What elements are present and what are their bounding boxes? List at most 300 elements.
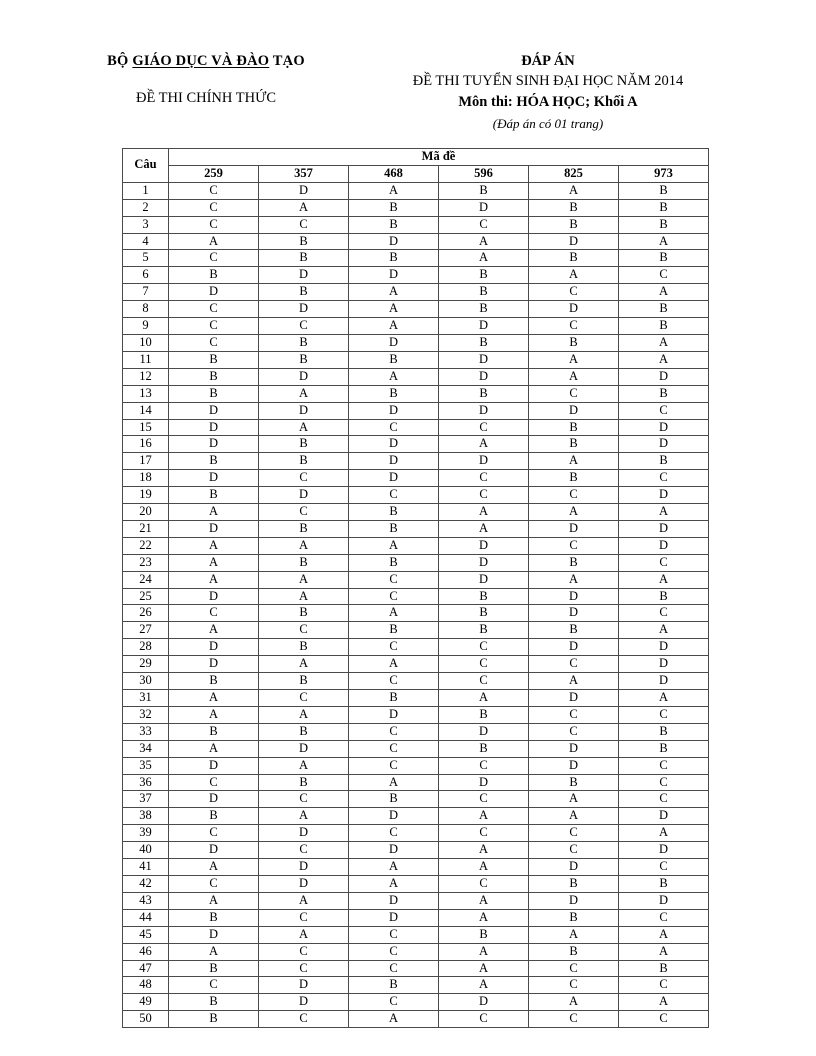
answer-cell: D: [259, 875, 349, 892]
answer-cell: D: [349, 808, 439, 825]
answer-cell: A: [439, 943, 529, 960]
answer-cell: D: [439, 368, 529, 385]
answer-cell: B: [349, 977, 439, 994]
table-row: [123, 825, 709, 842]
answer-cell: D: [169, 757, 259, 774]
answer-cell: D: [169, 791, 259, 808]
table-row: [123, 943, 709, 960]
answer-cell: C: [439, 875, 529, 892]
answer-cell: D: [349, 909, 439, 926]
answer-cell: A: [349, 774, 439, 791]
answer-cell: D: [439, 571, 529, 588]
answer-cell: A: [619, 690, 709, 707]
question-number-cell: 6: [123, 267, 169, 284]
answer-cell: D: [259, 301, 349, 318]
question-number-cell: 26: [123, 605, 169, 622]
answer-cell: D: [529, 301, 619, 318]
question-number-cell: 31: [123, 690, 169, 707]
answer-cell: B: [529, 419, 619, 436]
answer-cell: D: [349, 402, 439, 419]
answer-cell: C: [349, 960, 439, 977]
answer-cell: C: [529, 706, 619, 723]
answer-cell: C: [529, 723, 619, 740]
answer-cell: A: [349, 318, 439, 335]
answer-cell: C: [259, 1011, 349, 1028]
question-number-cell: 28: [123, 639, 169, 656]
table-row: [123, 960, 709, 977]
question-number-cell: 20: [123, 504, 169, 521]
table-row: [123, 994, 709, 1011]
answer-cell: C: [619, 605, 709, 622]
table-row: [123, 182, 709, 199]
answer-table-container: [122, 148, 708, 1028]
answer-cell: B: [619, 250, 709, 267]
answer-cell: D: [259, 267, 349, 284]
answer-cell: C: [439, 470, 529, 487]
answer-cell: B: [259, 673, 349, 690]
question-number-cell: 47: [123, 960, 169, 977]
code-header-3: 596: [439, 165, 529, 182]
answer-cell: D: [619, 639, 709, 656]
answer-cell: A: [169, 537, 259, 554]
answer-cell: D: [169, 639, 259, 656]
answer-cell: D: [619, 808, 709, 825]
answer-cell: C: [439, 673, 529, 690]
answer-cell: B: [619, 723, 709, 740]
question-number-cell: 39: [123, 825, 169, 842]
answer-cell: C: [529, 537, 619, 554]
answer-cell: B: [439, 267, 529, 284]
answer-cell: D: [169, 436, 259, 453]
answer-cell: B: [349, 690, 439, 707]
table-row: [123, 419, 709, 436]
answer-cell: D: [529, 757, 619, 774]
answer-cell: B: [619, 301, 709, 318]
answer-cell: C: [349, 740, 439, 757]
answer-cell: D: [349, 892, 439, 909]
answer-cell: D: [439, 774, 529, 791]
answer-cell: C: [619, 977, 709, 994]
table-row: [123, 318, 709, 335]
answer-cell: A: [619, 622, 709, 639]
answer-cell: B: [439, 385, 529, 402]
answer-cell: D: [529, 588, 619, 605]
answer-cell: C: [529, 960, 619, 977]
answer-cell: B: [169, 385, 259, 402]
answer-cell: C: [619, 859, 709, 876]
answer-cell: B: [259, 520, 349, 537]
answer-cell: B: [619, 588, 709, 605]
answer-cell: A: [259, 892, 349, 909]
answer-cell: A: [439, 233, 529, 250]
answer-cell: C: [349, 994, 439, 1011]
answer-cell: C: [349, 419, 439, 436]
answer-cell: C: [349, 588, 439, 605]
answer-cell: C: [259, 318, 349, 335]
answer-cell: B: [349, 554, 439, 571]
answer-cell: B: [619, 453, 709, 470]
answer-cell: A: [529, 182, 619, 199]
table-row: [123, 977, 709, 994]
table-row: [123, 774, 709, 791]
question-number-cell: 36: [123, 774, 169, 791]
answer-cell: A: [169, 554, 259, 571]
answer-cell: C: [349, 943, 439, 960]
question-number-cell: 7: [123, 284, 169, 301]
table-row: [123, 740, 709, 757]
answer-cell: A: [619, 233, 709, 250]
answer-cell: C: [439, 639, 529, 656]
table-row: [123, 639, 709, 656]
answer-cell: D: [169, 419, 259, 436]
answer-cell: D: [619, 368, 709, 385]
answer-cell: A: [169, 571, 259, 588]
answer-cell: B: [619, 385, 709, 402]
ministry-underlined-part: GIÁO DỤC VÀ ĐÀO: [132, 53, 270, 69]
answer-cell: A: [439, 960, 529, 977]
answer-cell: B: [529, 250, 619, 267]
answer-cell: A: [259, 926, 349, 943]
exam-subject: Môn thi: HÓA HỌC; Khối A: [458, 93, 638, 110]
answer-key-table: [122, 148, 709, 1028]
table-row: [123, 791, 709, 808]
answer-cell: A: [439, 842, 529, 859]
answer-cell: C: [619, 470, 709, 487]
answer-cell: D: [259, 402, 349, 419]
question-number-cell: 1: [123, 182, 169, 199]
answer-cell: D: [259, 740, 349, 757]
answer-cell: A: [439, 808, 529, 825]
answer-cell: D: [439, 723, 529, 740]
answer-cell: A: [529, 267, 619, 284]
question-number-cell: 22: [123, 537, 169, 554]
answer-cell: B: [169, 723, 259, 740]
answer-cell: C: [529, 842, 619, 859]
answer-cell: B: [259, 284, 349, 301]
answer-cell: C: [169, 605, 259, 622]
answer-cell: A: [169, 943, 259, 960]
table-row: [123, 706, 709, 723]
question-number-cell: 50: [123, 1011, 169, 1028]
question-number-cell: 49: [123, 994, 169, 1011]
answer-cell: C: [529, 284, 619, 301]
question-number-cell: 40: [123, 842, 169, 859]
answer-cell: B: [619, 960, 709, 977]
question-number-cell: 46: [123, 943, 169, 960]
table-row: [123, 656, 709, 673]
answer-cell: B: [259, 334, 349, 351]
answer-cell: A: [529, 453, 619, 470]
table-row: [123, 504, 709, 521]
answer-cell: D: [439, 554, 529, 571]
answer-cell: A: [439, 977, 529, 994]
answer-cell: B: [529, 943, 619, 960]
answer-cell: B: [169, 1011, 259, 1028]
question-number-cell: 45: [123, 926, 169, 943]
answer-cell: C: [349, 757, 439, 774]
question-number-cell: 15: [123, 419, 169, 436]
answer-cell: C: [619, 791, 709, 808]
answer-cell: B: [349, 216, 439, 233]
table-row: [123, 909, 709, 926]
answer-cell: C: [529, 318, 619, 335]
answer-cell: D: [439, 453, 529, 470]
answer-cell: D: [349, 842, 439, 859]
answer-cell: A: [619, 351, 709, 368]
answer-cell: B: [619, 875, 709, 892]
table-row: [123, 808, 709, 825]
answer-cell: B: [169, 808, 259, 825]
answer-cell: D: [169, 588, 259, 605]
answer-cell: C: [439, 825, 529, 842]
question-number-cell: 12: [123, 368, 169, 385]
table-row: [123, 520, 709, 537]
table-row: [123, 842, 709, 859]
answer-cell: D: [439, 318, 529, 335]
table-row: [123, 1011, 709, 1028]
answer-cell: A: [619, 825, 709, 842]
answer-cell: A: [259, 385, 349, 402]
answer-cell: A: [529, 571, 619, 588]
answer-cell: D: [349, 233, 439, 250]
answer-cell: B: [169, 960, 259, 977]
table-row: [123, 470, 709, 487]
answer-cell: C: [169, 216, 259, 233]
answer-cell: A: [169, 504, 259, 521]
answer-cell: D: [259, 368, 349, 385]
answer-cell: C: [169, 182, 259, 199]
answer-cell: D: [259, 825, 349, 842]
answer-cell: A: [619, 571, 709, 588]
answer-cell: C: [439, 757, 529, 774]
answer-cell: B: [439, 926, 529, 943]
answer-cell: B: [169, 351, 259, 368]
answer-cell: C: [169, 977, 259, 994]
answer-cell: A: [169, 859, 259, 876]
code-header-1: 357: [259, 165, 349, 182]
answer-cell: C: [529, 825, 619, 842]
answer-cell: B: [619, 199, 709, 216]
exam-code-group-header: Mã đề: [169, 149, 709, 166]
answer-cell: D: [529, 402, 619, 419]
table-row: [123, 233, 709, 250]
question-number-cell: 34: [123, 740, 169, 757]
answer-cell: A: [349, 301, 439, 318]
answer-cell: C: [349, 673, 439, 690]
answer-cell: D: [349, 436, 439, 453]
question-number-cell: 16: [123, 436, 169, 453]
question-number-cell: 23: [123, 554, 169, 571]
answer-cell: B: [349, 520, 439, 537]
answer-cell: D: [169, 656, 259, 673]
answer-cell: A: [529, 351, 619, 368]
answer-cell: A: [349, 284, 439, 301]
answer-cell: B: [529, 334, 619, 351]
answer-cell: D: [529, 233, 619, 250]
table-row: [123, 554, 709, 571]
answer-cell: A: [349, 605, 439, 622]
answer-cell: B: [259, 250, 349, 267]
question-number-cell: 5: [123, 250, 169, 267]
answer-cell: B: [529, 909, 619, 926]
answer-cell: D: [619, 842, 709, 859]
answer-cell: C: [169, 334, 259, 351]
answer-cell: C: [349, 571, 439, 588]
question-number-cell: 19: [123, 487, 169, 504]
table-row: [123, 892, 709, 909]
answer-cell: A: [349, 368, 439, 385]
answer-cell: C: [439, 656, 529, 673]
answer-cell: A: [259, 808, 349, 825]
answer-cell: C: [619, 1011, 709, 1028]
header-right-block: [390, 52, 816, 132]
table-row: [123, 588, 709, 605]
answer-cell: A: [259, 656, 349, 673]
answer-cell: B: [169, 909, 259, 926]
table-head: [123, 149, 709, 183]
question-number-cell: 2: [123, 199, 169, 216]
table-row: [123, 385, 709, 402]
answer-cell: C: [619, 774, 709, 791]
answer-cell: C: [259, 842, 349, 859]
answer-cell: D: [619, 537, 709, 554]
answer-cell: C: [259, 791, 349, 808]
answer-cell: A: [619, 504, 709, 521]
answer-cell: D: [619, 520, 709, 537]
answer-cell: B: [169, 368, 259, 385]
answer-cell: B: [259, 554, 349, 571]
question-column-header: Câu: [123, 149, 169, 183]
answer-cell: B: [349, 250, 439, 267]
answer-cell: D: [529, 859, 619, 876]
answer-cell: C: [169, 318, 259, 335]
table-row: [123, 690, 709, 707]
answer-cell: C: [529, 1011, 619, 1028]
table-row: [123, 723, 709, 740]
answer-cell: D: [349, 334, 439, 351]
answer-key-title: ĐÁP ÁN: [521, 53, 575, 69]
question-number-cell: 35: [123, 757, 169, 774]
answer-cell: B: [259, 436, 349, 453]
answer-cell: B: [439, 740, 529, 757]
answer-cell: C: [259, 943, 349, 960]
table-row: [123, 351, 709, 368]
answer-cell: A: [349, 537, 439, 554]
answer-cell: B: [529, 436, 619, 453]
answer-cell: A: [529, 808, 619, 825]
answer-cell: B: [439, 284, 529, 301]
table-row: [123, 622, 709, 639]
answer-cell: A: [259, 419, 349, 436]
answer-cell: B: [529, 554, 619, 571]
answer-cell: C: [259, 504, 349, 521]
code-header-4: 825: [529, 165, 619, 182]
answer-cell: B: [619, 216, 709, 233]
ministry-name: [22, 52, 390, 70]
table-row: [123, 875, 709, 892]
answer-cell: C: [619, 909, 709, 926]
answer-cell: D: [169, 470, 259, 487]
answer-cell: D: [439, 199, 529, 216]
table-row: [123, 453, 709, 470]
answer-cell: D: [439, 351, 529, 368]
answer-cell: D: [529, 605, 619, 622]
answer-cell: D: [169, 284, 259, 301]
answer-cell: C: [259, 470, 349, 487]
table-row: [123, 537, 709, 554]
table-row: [123, 487, 709, 504]
table-row: [123, 284, 709, 301]
table-row: [123, 368, 709, 385]
answer-cell: A: [529, 504, 619, 521]
answer-cell: A: [619, 926, 709, 943]
answer-cell: D: [169, 520, 259, 537]
document-header: [0, 52, 816, 132]
answer-cell: B: [349, 504, 439, 521]
answer-cell: A: [529, 926, 619, 943]
answer-cell: A: [259, 706, 349, 723]
answer-cell: D: [169, 402, 259, 419]
answer-cell: B: [439, 622, 529, 639]
table-body: [123, 182, 709, 1027]
answer-cell: A: [169, 622, 259, 639]
header-left-block: [0, 52, 390, 107]
answer-cell: A: [169, 690, 259, 707]
question-number-cell: 21: [123, 520, 169, 537]
answer-cell: A: [439, 250, 529, 267]
answer-cell: A: [259, 199, 349, 216]
answer-cell: D: [259, 859, 349, 876]
answer-cell: D: [529, 892, 619, 909]
answer-cell: A: [619, 943, 709, 960]
exam-name: ĐỀ THI TUYỂN SINH ĐẠI HỌC NĂM 2014: [412, 72, 684, 89]
question-number-cell: 14: [123, 402, 169, 419]
answer-cell: B: [169, 267, 259, 284]
answer-cell: D: [169, 926, 259, 943]
answer-cell: B: [259, 233, 349, 250]
answer-cell: D: [259, 994, 349, 1011]
answer-cell: C: [349, 926, 439, 943]
answer-cell: D: [259, 977, 349, 994]
answer-cell: B: [529, 216, 619, 233]
answer-cell: B: [529, 875, 619, 892]
answer-cell: D: [259, 182, 349, 199]
question-number-cell: 10: [123, 334, 169, 351]
table-header-row-group: [123, 149, 709, 166]
answer-cell: B: [439, 706, 529, 723]
official-exam-label: ĐỀ THI CHÍNH THỨC: [135, 90, 276, 107]
answer-cell: B: [349, 385, 439, 402]
answer-cell: B: [619, 182, 709, 199]
table-row: [123, 859, 709, 876]
answer-cell: B: [349, 351, 439, 368]
answer-cell: A: [529, 791, 619, 808]
table-row: [123, 301, 709, 318]
code-header-2: 468: [349, 165, 439, 182]
answer-cell: D: [169, 842, 259, 859]
answer-cell: D: [619, 673, 709, 690]
question-number-cell: 30: [123, 673, 169, 690]
table-row: [123, 267, 709, 284]
answer-cell: B: [259, 639, 349, 656]
answer-cell: B: [259, 351, 349, 368]
answer-cell: C: [259, 216, 349, 233]
answer-cell: C: [169, 199, 259, 216]
answer-cell: C: [169, 875, 259, 892]
table-header-row-codes: [123, 165, 709, 182]
table-row: [123, 571, 709, 588]
question-number-cell: 43: [123, 892, 169, 909]
